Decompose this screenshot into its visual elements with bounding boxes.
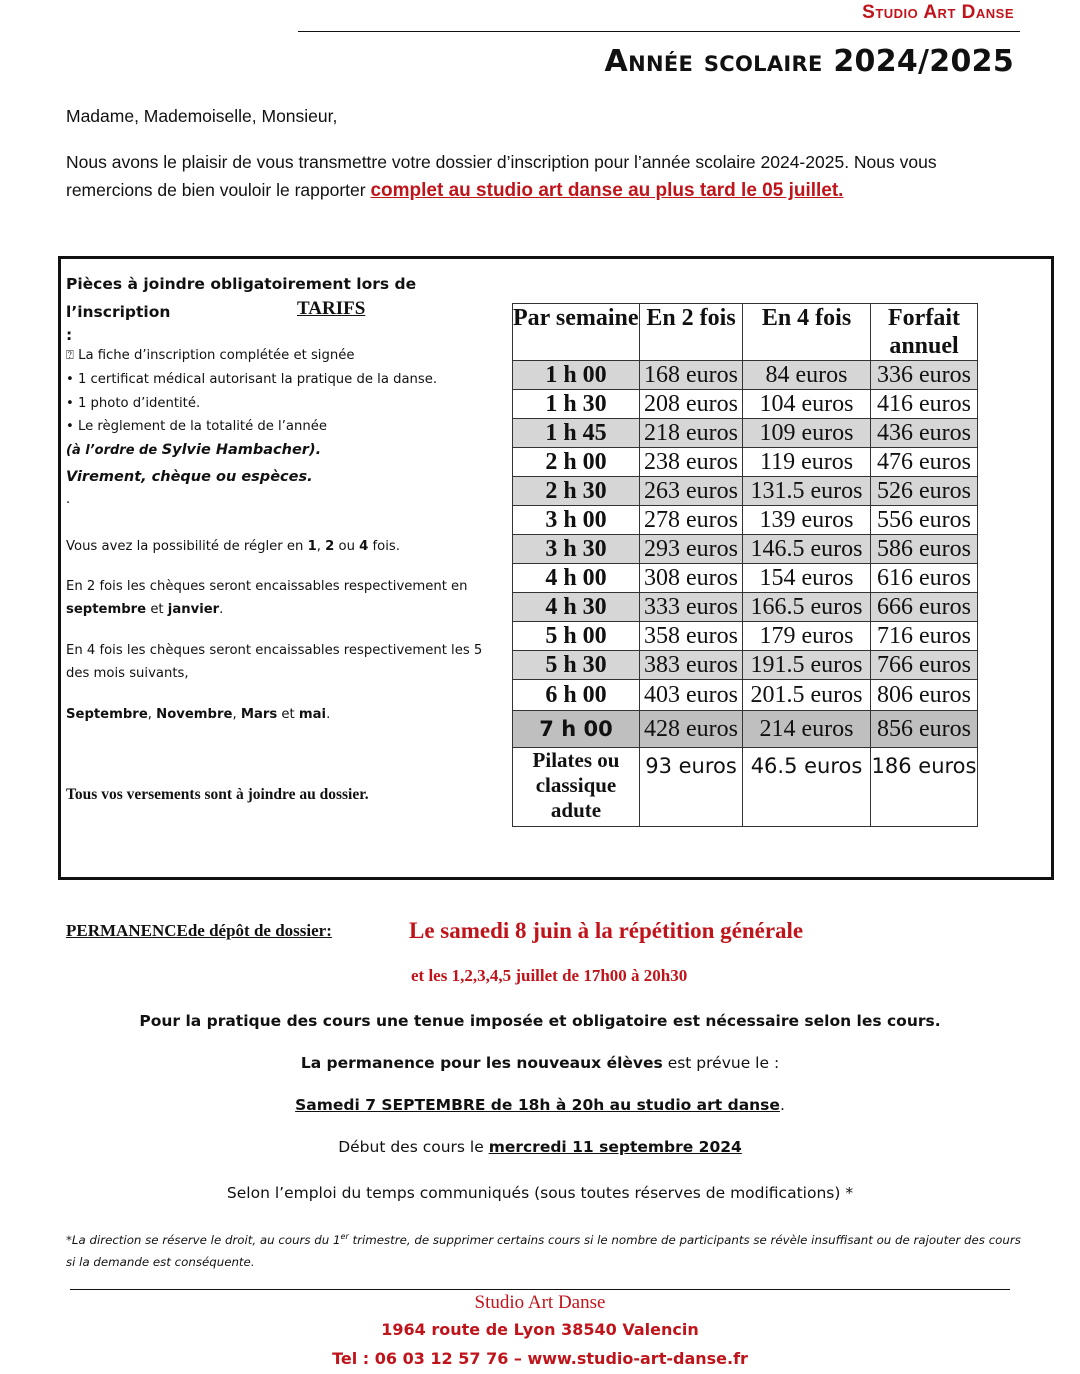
regler-suffix: fois. (368, 539, 400, 554)
and-text: et (146, 602, 168, 617)
cell-four: 166.5 euros (743, 593, 871, 622)
cell-annual: 806 euros (871, 680, 978, 711)
cell-annual: 666 euros (871, 593, 978, 622)
cell-hours: 4 h 00 (513, 564, 640, 593)
dot-line: . (66, 492, 71, 507)
table-row (513, 651, 978, 680)
cell-four: 104 euros (743, 390, 871, 419)
regler-2: 2 (325, 539, 335, 554)
cell-hours: 5 h 30 (513, 651, 640, 680)
table-row (513, 535, 978, 564)
cell-hours: 4 h 30 (513, 593, 640, 622)
table-row (513, 711, 978, 748)
permanence-label-text: PERMANENCEde dépôt de dossier (66, 921, 327, 940)
footnote-rest: trimestre, de supprimer certains cours si le nombre de participants se révèle insuffisant ou de rajouter des cours si la demande est conséquente. (66, 1232, 1021, 1269)
cell-annual: 766 euros (871, 651, 978, 680)
cell-hours: 2 h 00 (513, 448, 640, 477)
footer-divider (70, 1289, 1010, 1290)
sep: , (147, 707, 157, 722)
month-4: mai (298, 707, 327, 722)
regler-4: 4 (359, 539, 369, 554)
cell-hours: Pilates ou classique adute (513, 748, 640, 827)
cell-four: 179 euros (743, 622, 871, 651)
cell-two: 208 euros (640, 390, 743, 419)
cell-hours: 1 h 30 (513, 390, 640, 419)
nouveaux-eleves-line (0, 1054, 1080, 1072)
cell-hours: 1 h 00 (513, 361, 640, 390)
emploi-temps-line: Selon l’emploi du temps communiqués (sous toutes réserves de modifications) * (226, 1184, 854, 1202)
cell-two: 278 euros (640, 506, 743, 535)
cell-four: 84 euros (743, 361, 871, 390)
footer-address: 1964 route de Lyon 38540 Valencin (381, 1320, 699, 1339)
cell-annual: 856 euros (871, 711, 978, 748)
month-2: Novembre (156, 707, 233, 722)
cell-four: 119 euros (743, 448, 871, 477)
quatre-fois-paragraph: En 4 fois les chèques seront encaissables respectivement les 5 des mois suivants, (66, 643, 483, 681)
month-3: Mars (240, 707, 278, 722)
permanence-date-1: Le samedi 8 juin à la répétition générale (409, 918, 804, 943)
cell-two: 428 euros (640, 711, 743, 748)
table-row (513, 390, 978, 419)
cell-four: 146.5 euros (743, 535, 871, 564)
cell-two: 383 euros (640, 651, 743, 680)
cell-two: 333 euros (640, 593, 743, 622)
month-janvier: janvier (167, 602, 220, 617)
cell-four: 154 euros (743, 564, 871, 593)
regler-1: 1 (307, 539, 317, 554)
col-header-forfait: Forfait annuel (871, 304, 978, 361)
pieces-colon: : (66, 326, 73, 344)
cell-annual: 476 euros (871, 448, 978, 477)
payment-methods: Virement, chèque ou espèces. (66, 469, 313, 485)
versements-note: Tous vos versements sont à joindre au dossier. (66, 786, 369, 803)
cell-annual: 556 euros (871, 506, 978, 535)
page-title: Année scolaire 2024/2025 (604, 44, 1014, 79)
pieces-list (66, 344, 506, 807)
table-row (513, 593, 978, 622)
intro-paragraph (66, 148, 1006, 205)
list-item: • Le règlement de la totalité de l’année (66, 419, 327, 434)
month-1: Septembre (66, 707, 148, 722)
cell-four: 201.5 euros (743, 680, 871, 711)
table-row (513, 477, 978, 506)
period: . (326, 707, 331, 722)
footer-name: Studio Art Danse (474, 1292, 606, 1313)
col-header-2-fois: En 2 fois (640, 304, 743, 361)
cell-hours: 5 h 00 (513, 622, 640, 651)
cell-hours: 1 h 45 (513, 419, 640, 448)
cell-annual: 716 euros (871, 622, 978, 651)
regler-prefix: Vous avez la possibilité de régler en (66, 539, 308, 554)
cell-hours: 3 h 00 (513, 506, 640, 535)
nouveaux-eleves-rest: est prévue le : (662, 1054, 780, 1072)
cell-hours: 7 h 00 (513, 711, 640, 748)
tarifs-table (512, 303, 978, 827)
permanence-colon: : (326, 921, 332, 940)
samedi-line (0, 1096, 1080, 1114)
cell-two: 218 euros (640, 419, 743, 448)
col-header-par-semaine: Par semaine (513, 304, 640, 361)
cell-hours: 6 h 00 (513, 680, 640, 711)
debut-cours-line (0, 1138, 1080, 1156)
brand-name: Studio Art Danse (862, 2, 1014, 23)
cell-two: 293 euros (640, 535, 743, 564)
table-row (513, 622, 978, 651)
permanence-date-2: et les 1,2,3,4,5 juillet de 17h00 à 20h30 (411, 966, 688, 985)
intro-text: Nous avons le plaisir de vous transmettre votre dossier d’inscription pour l’année scolaire 2024-2025. Nous vous remercions de bien vouloir le rapporter (66, 152, 937, 200)
debut-date: mercredi 11 septembre 2024 (488, 1138, 742, 1156)
cell-annual: 526 euros (871, 477, 978, 506)
sep: , (232, 707, 241, 722)
table-row (513, 419, 978, 448)
cell-four: 46.5 euros (743, 748, 871, 827)
deux-fois-paragraph (66, 575, 506, 621)
cell-two: 93 euros (640, 748, 743, 827)
permanence-label (66, 921, 332, 941)
cell-hours: 3 h 30 (513, 535, 640, 564)
regler-sep: , (316, 539, 326, 554)
cell-two: 263 euros (640, 477, 743, 506)
footnote-prefix: *La direction se réserve le droit, au cours du 1 (66, 1232, 341, 1247)
footer-contact: Tel : 06 03 12 57 76 – www.studio-art-danse.fr (332, 1349, 748, 1368)
debut-prefix: Début des cours le (338, 1138, 489, 1156)
cell-annual: 416 euros (871, 390, 978, 419)
table-row (513, 361, 978, 390)
pieces-title: Pièces à joindre obligatoirement lors de l’inscription (66, 275, 417, 321)
cell-two: 238 euros (640, 448, 743, 477)
regler-line (66, 535, 506, 559)
col-header-4-fois: En 4 fois (743, 304, 871, 361)
tarifs-heading: TARIFS (297, 298, 366, 319)
cell-hours: 2 h 30 (513, 477, 640, 506)
table-row (513, 448, 978, 477)
footnote (66, 1226, 1026, 1273)
cell-two: 308 euros (640, 564, 743, 593)
cell-four: 109 euros (743, 419, 871, 448)
order-prefix: (à l’ordre de (66, 443, 162, 458)
cell-four: 191.5 euros (743, 651, 871, 680)
months-line (66, 703, 506, 727)
cell-two: 168 euros (640, 361, 743, 390)
and-text: et (277, 707, 299, 722)
regler-sep: ou (334, 539, 360, 554)
table-row (513, 506, 978, 535)
table-row (513, 748, 978, 827)
tenue-notice: Pour la pratique des cours une tenue imposée et obligatoire est nécessaire selon les cours. (139, 1012, 941, 1030)
cell-two: 358 euros (640, 622, 743, 651)
list-item: • 1 photo d’identité. (66, 396, 201, 411)
month-septembre: septembre (66, 602, 147, 617)
list-item: • 1 certificat médical autorisant la pratique de la danse. (66, 372, 438, 387)
table-row (513, 564, 978, 593)
cell-annual: 336 euros (871, 361, 978, 390)
cell-annual: 586 euros (871, 535, 978, 564)
intro-deadline: complet au studio art danse au plus tard le 05 juillet. (370, 180, 844, 201)
nouveaux-eleves-bold: La permanence pour les nouveaux élèves (300, 1054, 663, 1072)
deux-fois-text: En 2 fois les chèques seront encaissables respectivement en (66, 579, 468, 594)
cell-annual: 186 euros (871, 748, 978, 827)
samedi-date: Samedi 7 SEPTEMBRE de 18h à 20h au studio art danse (295, 1096, 780, 1114)
cell-annual: 616 euros (871, 564, 978, 593)
greeting: Madame, Mademoiselle, Monsieur, (66, 106, 338, 126)
table-row (513, 680, 978, 711)
cell-annual: 436 euros (871, 419, 978, 448)
header-divider (298, 31, 1020, 32)
cell-four: 139 euros (743, 506, 871, 535)
period: . (779, 1096, 785, 1114)
table-header-row (513, 304, 978, 361)
cell-four: 131.5 euros (743, 477, 871, 506)
list-item: ⍰ La fiche d’inscription complétée et signée (66, 348, 355, 363)
order-line (66, 438, 506, 463)
cell-four: 214 euros (743, 711, 871, 748)
order-name: Sylvie Hambacher). (161, 442, 322, 458)
period: . (219, 602, 224, 617)
cell-two: 403 euros (640, 680, 743, 711)
footnote-sup: er (340, 1232, 349, 1241)
pieces-section (66, 270, 506, 803)
